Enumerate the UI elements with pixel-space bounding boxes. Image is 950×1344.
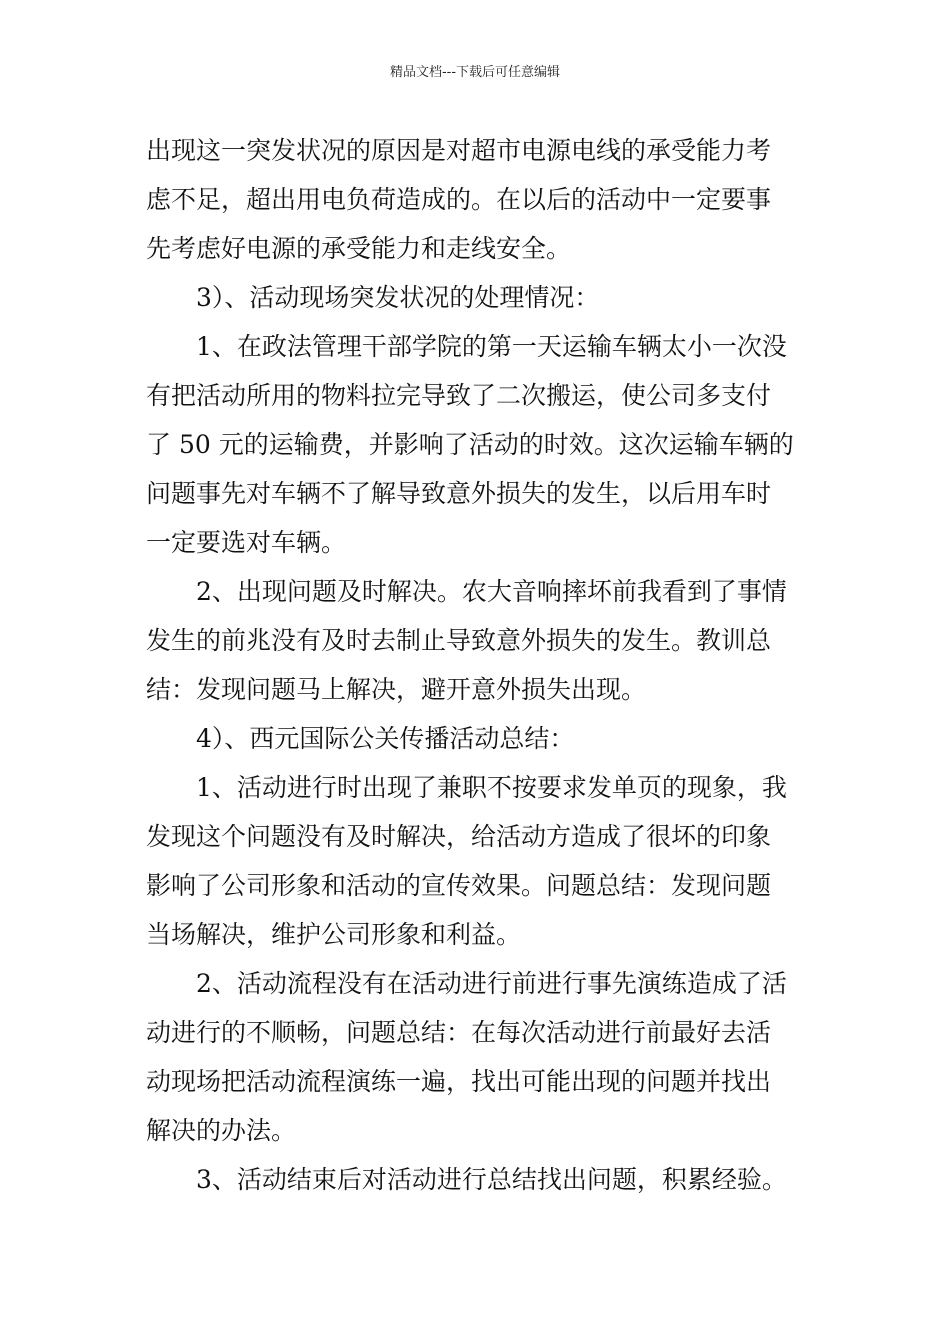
text-line: 当场解决，维护公司形象和利益。 (146, 920, 522, 949)
text-line: 解决的办法。 (146, 1116, 297, 1145)
text-line: 1、在政法管理干部学院的第一天运输车辆太小一次没 (196, 332, 787, 361)
text-line: 发生的前兆没有及时去制止导致意外损失的发生。教训总 (146, 626, 772, 655)
text-line: 虑不足，超出用电负荷造成的。在以后的活动中一定要事 (146, 185, 772, 214)
text-line: 有把活动所用的物料拉完导致了二次搬运，使公司多支付 (146, 381, 772, 410)
text-line: 发现这个问题没有及时解决，给活动方造成了很坏的印象 (146, 822, 772, 851)
document-body (146, 126, 808, 1204)
text-line: 1、活动进行时出现了兼职不按要求发单页的现象，我 (196, 773, 787, 802)
text-line: 3、活动结束后对活动进行总结找出问题，积累经验。 (196, 1165, 787, 1194)
page-header: 精品文档---下载后可任意编辑 (389, 65, 561, 80)
section-heading: 4）、西元国际公关传播活动总结： (196, 724, 575, 753)
text-line: 2、出现问题及时解决。农大音响摔坏前我看到了事情 (196, 577, 787, 606)
text-line: 一定要选对车辆。 (146, 528, 347, 557)
section-heading: 3）、活动现场突发状况的处理情况： (196, 283, 600, 312)
text-line: 结：发现问题马上解决，避开意外损失出现。 (146, 675, 647, 704)
text-line: 影响了公司形象和活动的宣传效果。问题总结：发现问题 (146, 871, 772, 900)
text-line: 出现这一突发状况的原因是对超市电源电线的承受能力考 (146, 136, 772, 165)
text-line: 问题事先对车辆不了解导致意外损失的发生，以后用车时 (146, 479, 772, 508)
text-line: 动进行的不顺畅，问题总结：在每次活动进行前最好去活 (146, 1018, 772, 1047)
text-line: 了 50 元的运输费，并影响了活动的时效。这次运输车辆的 (146, 430, 794, 459)
text-line: 先考虑好电源的承受能力和走线安全。 (146, 234, 572, 263)
text-line: 2、活动流程没有在活动进行前进行事先演练造成了活 (196, 969, 787, 998)
text-line: 动现场把活动流程演练一遍，找出可能出现的问题并找出 (146, 1067, 772, 1096)
